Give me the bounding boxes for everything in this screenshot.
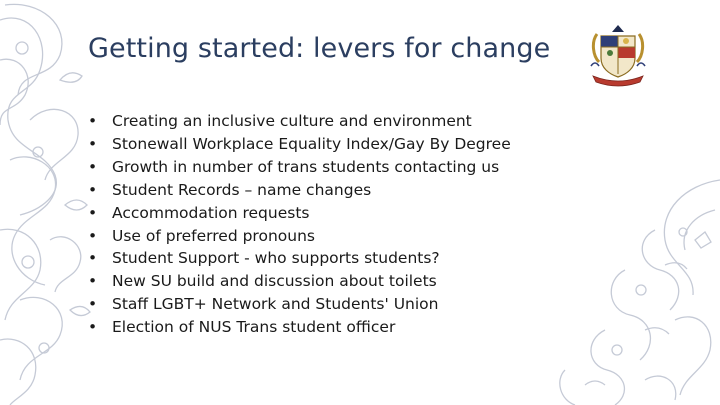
bullet-item: • Accommodation requests: [88, 202, 511, 225]
bullet-item: • Growth in number of trans students contacting us: [88, 156, 511, 179]
bullet-item: • Stonewall Workplace Equality Index/Gay By Degree: [88, 133, 511, 156]
bullet-item: • Student Records – name changes: [88, 179, 511, 202]
bullet-item: • Student Support - who supports students?: [88, 247, 511, 270]
bullet-item: • New SU build and discussion about toilets: [88, 270, 511, 293]
bullet-item: • Use of preferred pronouns: [88, 225, 511, 248]
bullet-item: • Election of NUS Trans student officer: [88, 316, 511, 339]
bullet-list: [88, 110, 511, 339]
slide-title: Getting started: levers for change: [88, 33, 551, 64]
bullet-item: • Creating an inclusive culture and environment: [88, 110, 511, 133]
right-eagle-ornament: [545, 170, 720, 405]
bullet-item: • Staff LGBT+ Network and Students' Union: [88, 293, 511, 316]
university-crest-icon: [583, 22, 653, 88]
